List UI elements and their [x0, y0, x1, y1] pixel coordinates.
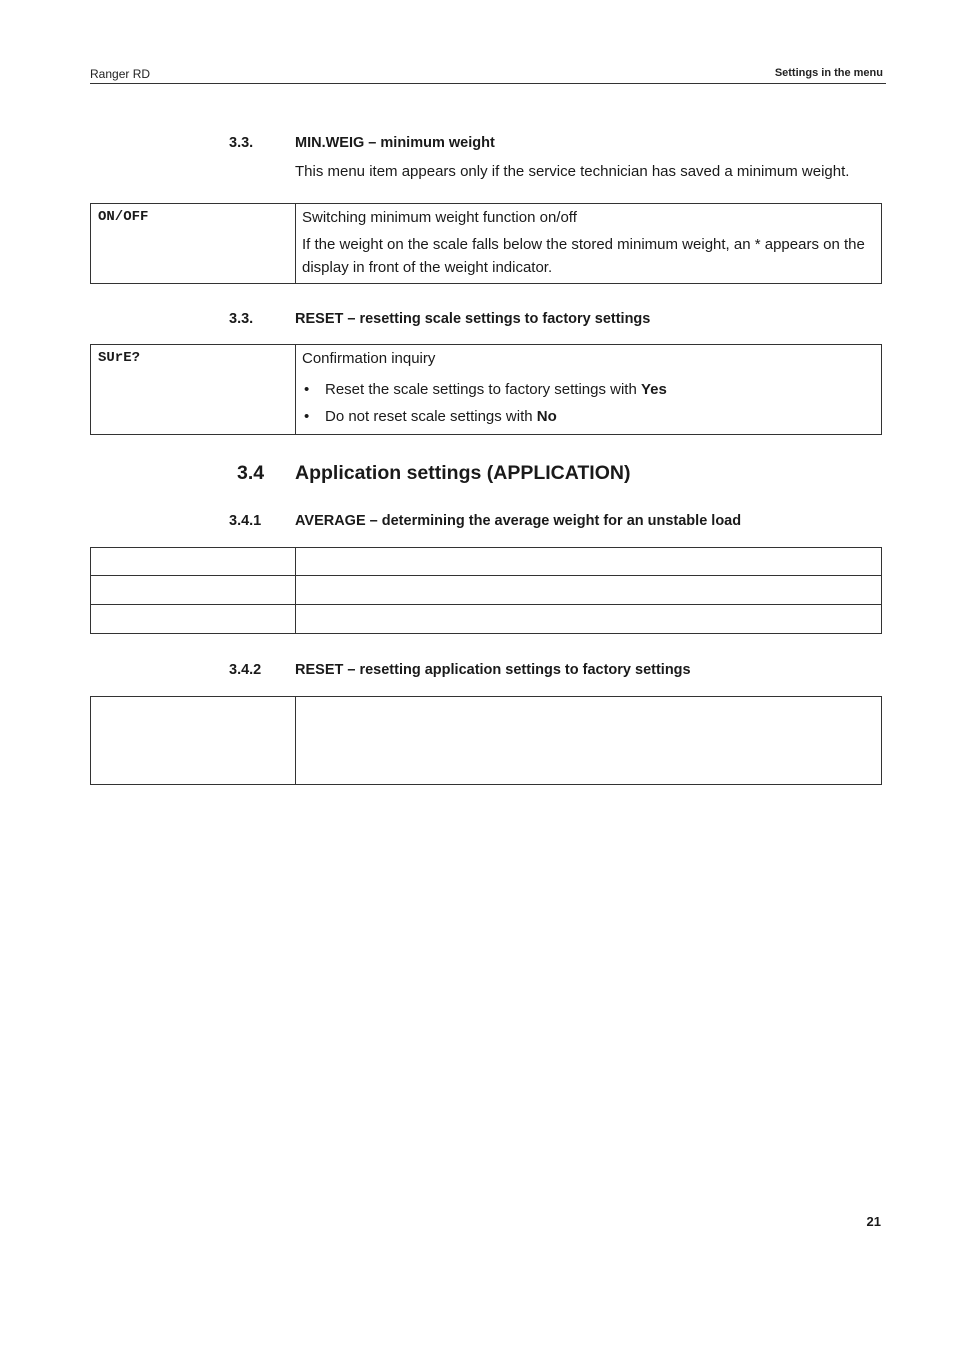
bullet-glyph: • — [304, 408, 310, 425]
minweig-intro: This menu item appears only if the service technician has saved a minimum weight. — [295, 163, 850, 180]
table-cell-code — [91, 548, 296, 576]
option-list — [302, 376, 873, 430]
table-row — [91, 548, 882, 576]
description-line: Switching minimum weight function on/off — [302, 209, 577, 226]
table-cell-description — [296, 345, 882, 435]
menu-code: ON/OFF — [98, 209, 149, 225]
description-line: If the weight on the scale falls below the stored minimum weight, an * appears on the display in front of the weight indicator. — [302, 236, 865, 276]
table-cell-code — [91, 204, 296, 284]
average-table — [90, 547, 882, 634]
section-number: 3.3. — [229, 311, 254, 327]
section-title: AVERAGE – determining the average weight for an unstable load — [295, 513, 742, 529]
bullet-glyph: • — [304, 381, 310, 398]
running-header-title: Ranger RD — [90, 67, 151, 81]
section-title: RESET – resetting application settings to factory settings — [295, 662, 691, 678]
option-keyword: No — [536, 408, 557, 425]
table-cell-code — [91, 697, 296, 785]
section-title: RESET – resetting scale settings to factory settings — [295, 311, 651, 327]
table-cell-description — [296, 548, 882, 576]
minweig-table — [90, 203, 882, 284]
chapter-title: Application settings (APPLICATION) — [295, 462, 631, 484]
option-text: Reset the scale settings to factory settings with — [325, 381, 641, 398]
table-row — [91, 697, 882, 785]
description-heading: Confirmation inquiry — [302, 350, 436, 367]
menu-code: SUrE? — [98, 350, 141, 366]
list-item — [302, 376, 873, 403]
section-number: 3.4.2 — [229, 662, 262, 678]
reset-scale-table — [90, 344, 882, 435]
page-number: 21 — [866, 1214, 881, 1229]
list-item — [302, 403, 873, 430]
option-text: Do not reset scale settings with — [325, 408, 537, 425]
option-keyword: Yes — [640, 381, 667, 398]
table-cell-description — [296, 697, 882, 785]
table-cell-description — [296, 605, 882, 634]
table-row — [91, 605, 882, 634]
table-cell-description — [296, 204, 882, 284]
section-number: 3.3. — [229, 135, 254, 151]
section-number: 3.4.1 — [229, 513, 262, 529]
table-cell-code — [91, 605, 296, 634]
reset-app-table — [90, 696, 882, 785]
header-rule — [90, 83, 886, 84]
table-row — [91, 204, 882, 284]
table-row — [91, 576, 882, 605]
table-cell-description — [296, 576, 882, 605]
table-cell-code — [91, 576, 296, 605]
section-title: MIN.WEIG – minimum weight — [295, 135, 495, 151]
table-cell-code — [91, 345, 296, 435]
running-header-section: Settings in the menu — [774, 67, 883, 79]
table-row — [91, 345, 882, 435]
chapter-number: 3.4 — [237, 462, 265, 484]
